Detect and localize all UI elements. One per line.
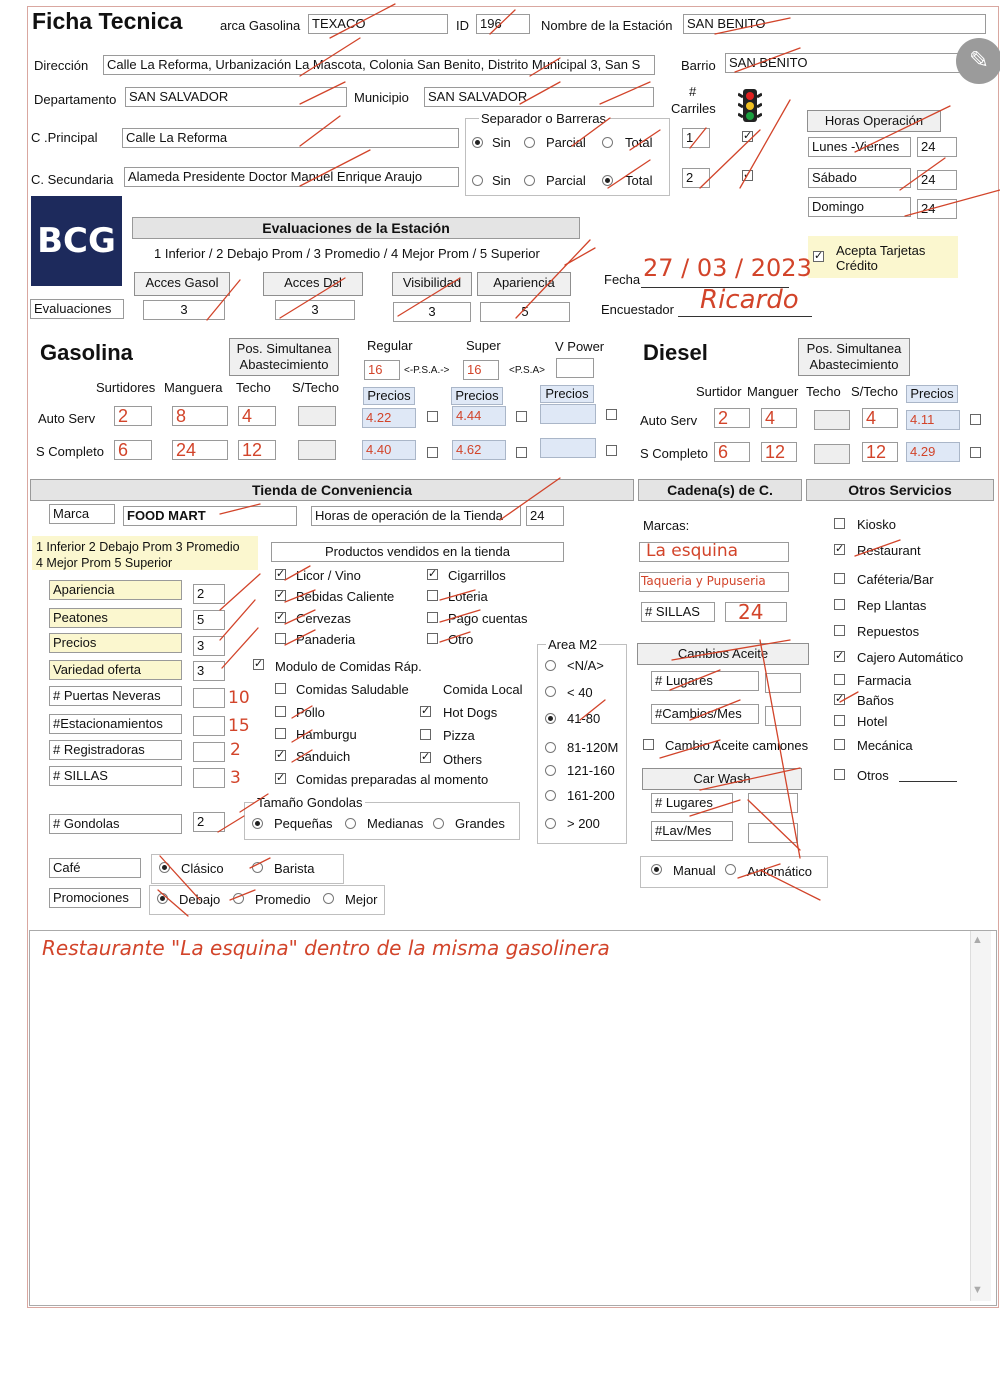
- diesel-col-stecho: S/Techo: [851, 384, 898, 399]
- gas-auto-manguera[interactable]: 8: [172, 406, 228, 426]
- otros-banos-check[interactable]: ✓: [835, 693, 845, 705]
- separador-row2-parcial-radio[interactable]: [524, 175, 535, 186]
- comida-sanduich-label: Sanduich: [296, 749, 351, 764]
- local-hotdogs-label: Hot Dogs: [443, 705, 498, 720]
- gas-comp-surtidores[interactable]: 6: [114, 440, 152, 460]
- horas-title: Horas Operación: [807, 110, 941, 132]
- separador-row1-sin-radio[interactable]: [472, 137, 483, 148]
- diesel-col-precios: Precios: [906, 385, 958, 403]
- camiones-label: Cambio Aceite camiones: [665, 738, 809, 753]
- cafe-group: [151, 854, 344, 884]
- area-40-radio[interactable]: [545, 686, 556, 697]
- modulo-check[interactable]: ✓: [254, 658, 264, 670]
- promo-debajo-label: Debajo: [179, 892, 221, 907]
- cambios-mes-label: #Cambios/Mes: [651, 704, 759, 724]
- gas-auto-stecho[interactable]: [298, 406, 336, 426]
- prod-panaderia-label: Panaderia: [296, 632, 356, 647]
- prod-licor-label: Licor / Vino: [296, 568, 361, 583]
- horas-lv-field[interactable]: 24: [917, 137, 957, 157]
- id-label: ID: [456, 18, 469, 33]
- nombre-field[interactable]: SAN BENITO: [683, 14, 986, 34]
- departamento-label: Departamento: [34, 92, 117, 107]
- grade-vpower: V Power: [555, 339, 605, 354]
- otros-cajero-check[interactable]: ✓: [835, 650, 845, 662]
- area-81-120-radio[interactable]: [545, 742, 556, 753]
- area-121-160-label: 121-160: [567, 763, 615, 778]
- area-41-80-radio[interactable]: [545, 713, 556, 724]
- diesel-comp-manguer[interactable]: 12: [761, 442, 797, 462]
- eval-apariencia-field[interactable]: 5: [480, 302, 570, 322]
- separador-sin-label-2: Sin: [492, 173, 511, 188]
- camiones-check[interactable]: [643, 739, 654, 750]
- traffic-light-icon: [738, 88, 756, 122]
- diesel-comp-techo[interactable]: [814, 444, 850, 464]
- cafe-barista-label: Barista: [274, 861, 315, 876]
- diesel-auto-check[interactable]: [970, 414, 981, 425]
- area-161-200-radio[interactable]: [545, 790, 556, 801]
- area-title: Area M2: [548, 637, 598, 652]
- cambios-lugares-label: # Lugares: [651, 671, 759, 691]
- local-pizza-check[interactable]: [420, 729, 431, 740]
- gasolina-auto-label: Auto Serv: [38, 411, 96, 426]
- gas-comp-stecho[interactable]: [298, 440, 336, 460]
- diesel-auto-manguer[interactable]: 4: [761, 408, 797, 428]
- gasolina-col-techo: Techo: [236, 380, 271, 395]
- otros-otros-line: [899, 781, 957, 782]
- gas-comp-super-price[interactable]: 4.62: [452, 440, 506, 460]
- vpower-precios-label: Precios: [540, 385, 594, 403]
- tienda-marca-label: Marca: [49, 504, 115, 524]
- area-40-label: < 40: [567, 685, 593, 700]
- tarjetas-label: Acepta Tarjetas Crédito: [836, 243, 926, 273]
- otros-restaurant-label: Restaurant: [857, 543, 921, 558]
- prod-licor-check[interactable]: ✓: [276, 568, 286, 580]
- carwash-manual-radio[interactable]: [651, 864, 662, 875]
- gas-comp-techo[interactable]: 12: [238, 440, 276, 460]
- gas-auto-surtidores[interactable]: 2: [114, 406, 152, 426]
- diesel-auto-label: Auto Serv: [640, 413, 698, 428]
- barrio-label: Barrio: [681, 58, 716, 73]
- gasolina-completo-label: S Completo: [36, 444, 104, 459]
- prod-otro-check[interactable]: [427, 633, 438, 644]
- productos-title: Productos vendidos en la tienda: [271, 542, 564, 562]
- gas-auto-vpower-check[interactable]: [606, 409, 617, 420]
- diesel-comp-surtidor[interactable]: 6: [714, 442, 750, 462]
- nombre-label: Nombre de la Estación: [541, 18, 673, 33]
- eval-apariencia-label: Apariencia: [477, 272, 571, 296]
- evaluaciones-label: Evaluaciones: [30, 299, 124, 319]
- separador-row2-sin-radio[interactable]: [472, 175, 483, 186]
- count-estac-label: #Estacionamientos: [49, 714, 182, 734]
- gasolina-col-surtidores: Surtidores: [96, 380, 156, 395]
- count-sillas-value: 3: [230, 768, 241, 788]
- eval-acces-gasol-label: Acces Gasol: [134, 272, 230, 296]
- gas-auto-super-check[interactable]: [516, 411, 527, 422]
- diesel-comp-check[interactable]: [970, 447, 981, 458]
- area-41-80-label: 41-80: [567, 711, 601, 726]
- cafe-label: Café: [49, 858, 141, 878]
- psa-label-2: <P.S.A>: [509, 365, 545, 376]
- count-puertas-value: 10: [228, 688, 250, 708]
- local-others-label: Others: [443, 752, 483, 767]
- otros-restaurant-check[interactable]: ✓: [835, 543, 845, 555]
- cafe-barista-radio[interactable]: [252, 862, 263, 873]
- comida-saludable-check[interactable]: [275, 683, 286, 694]
- area-81-120-label: 81-120M: [567, 740, 619, 755]
- otros-otros-label: Otros: [857, 768, 889, 783]
- separador-row2-total-radio[interactable]: [602, 175, 613, 186]
- carwash-lugares-field[interactable]: [748, 793, 798, 813]
- gondola-grandes-radio[interactable]: [433, 818, 444, 829]
- count-registradoras-field[interactable]: [193, 742, 225, 762]
- horas-dom-field[interactable]: 24: [917, 199, 957, 219]
- gas-comp-regular-check[interactable]: [427, 447, 438, 458]
- diesel-col-surtidor: Surtidor: [696, 384, 742, 399]
- municipio-label: Municipio: [354, 90, 409, 105]
- comida-hamburgu-label: Hamburgu: [296, 727, 357, 742]
- prod-loteria-check[interactable]: [427, 590, 438, 601]
- gondolas-size-title: Tamaño Gondolas: [257, 795, 363, 810]
- rating-precios-label: Precios: [49, 633, 182, 653]
- diesel-pos-sim: Pos. Simultanea Abastecimiento: [798, 338, 910, 376]
- departamento-field[interactable]: SAN SALVADOR: [125, 87, 347, 107]
- diesel-col-techo: Techo: [806, 384, 841, 399]
- carwash-auto-label: Automático: [747, 864, 813, 879]
- separador-row1-total-radio[interactable]: [602, 137, 613, 148]
- secundaria-field[interactable]: Alameda Presidente Doctor Manuel Enrique Araujo: [124, 167, 459, 187]
- separador-row1-parcial-radio[interactable]: [524, 137, 535, 148]
- otros-llantas-check[interactable]: [834, 599, 845, 610]
- eval-acces-gasol-field[interactable]: 3: [143, 300, 225, 320]
- gondola-grandes-label: Grandes: [455, 816, 505, 831]
- prod-bebidas-label: Bebidas Caliente: [296, 589, 395, 604]
- gondolas-label: # Gondolas: [49, 814, 182, 834]
- notes-scrollbar[interactable]: [970, 931, 991, 1301]
- otros-mecanica-check[interactable]: [834, 739, 845, 750]
- direccion-field[interactable]: Calle La Reforma, Urbanización La Mascota, Colonia San Benito, Distrito Municipal 3, San S: [103, 55, 655, 75]
- diesel-comp-precio[interactable]: 4.29: [906, 442, 960, 462]
- comida-pollo-label: Pollo: [296, 705, 325, 720]
- cadena-title: Cadena(s) de C.: [638, 479, 802, 501]
- prod-otro-label: Otro: [448, 632, 474, 647]
- encuestador-value[interactable]: Ricardo: [700, 285, 799, 315]
- separador-total-label: Total: [625, 135, 653, 150]
- otros-farmacia-label: Farmacia: [857, 673, 912, 688]
- comida-sanduich-check[interactable]: ✓: [276, 749, 286, 761]
- gas-comp-regular-price[interactable]: 4.40: [362, 440, 416, 460]
- cadena-marcas-label: Marcas:: [643, 518, 690, 533]
- rating-peatones-label: Peatones: [49, 608, 182, 628]
- area-200-label: > 200: [567, 816, 600, 831]
- carriles-row2-check[interactable]: ✓: [743, 169, 753, 181]
- regular-psa-field[interactable]: 16: [364, 360, 400, 380]
- otros-llantas-label: Rep Llantas: [857, 598, 927, 613]
- diesel-comp-stecho[interactable]: 12: [862, 442, 898, 462]
- carwash-lav-field[interactable]: [748, 823, 798, 843]
- carwash-lav-label: #Lav/Mes: [651, 821, 733, 841]
- fecha-value[interactable]: 27 / 03 / 2023: [643, 254, 812, 282]
- rating-precios-field[interactable]: 3: [193, 636, 225, 656]
- carwash-lugares-label: # Lugares: [651, 793, 733, 813]
- gas-auto-vpower-price[interactable]: [540, 404, 596, 424]
- municipio-field[interactable]: SAN SALVADOR: [424, 87, 654, 107]
- scroll-down-icon[interactable]: ▼: [972, 1284, 983, 1296]
- otros-otros-check[interactable]: [834, 769, 845, 780]
- gondola-pequenas-radio[interactable]: [252, 818, 263, 829]
- gasolina-col-manguera: Manguera: [164, 380, 223, 395]
- notes-text: Restaurante "La esquina" dentro de la misma gasolinera: [42, 936, 610, 960]
- horas-lv-label: Lunes -Viernes: [808, 137, 911, 157]
- area-na-radio[interactable]: [545, 660, 556, 671]
- comida-preparadas-label: Comidas preparadas al momento: [296, 772, 489, 787]
- carriles-row2-field[interactable]: 2: [682, 168, 710, 188]
- cadena-marca1-value: La esquina: [646, 541, 739, 561]
- cadena-sillas-label: # SILLAS: [641, 602, 715, 622]
- bcg-logo: BCG: [31, 196, 122, 286]
- psa-label-1: <-P.S.A.->: [404, 365, 450, 376]
- carriles-hash: #: [689, 84, 697, 99]
- separador-title: Separador o Barreras: [481, 111, 607, 126]
- gasolina-pos-sim: Pos. Simultanea Abastecimiento: [229, 338, 339, 376]
- rating-variedad-field[interactable]: 3: [193, 661, 225, 681]
- modulo-label: Modulo de Comidas Ráp.: [275, 659, 422, 674]
- comida-pollo-check[interactable]: [275, 706, 286, 717]
- area-200-radio[interactable]: [545, 818, 556, 829]
- vpower-psa-field[interactable]: [556, 358, 594, 378]
- comida-local-label: Comida Local: [443, 682, 523, 697]
- count-puertas-field[interactable]: [193, 688, 225, 708]
- id-field[interactable]: 196: [476, 14, 530, 34]
- separador-total-label-2: Total: [625, 173, 653, 188]
- cambios-mes-field[interactable]: [765, 706, 801, 726]
- horas-sab-label: Sábado: [808, 168, 911, 188]
- diesel-completo-label: S Completo: [640, 446, 708, 461]
- gondola-pequenas-label: Pequeñas: [274, 816, 333, 831]
- rating-apariencia-field[interactable]: 2: [193, 584, 225, 604]
- cambios-title: Cambios Aceite: [637, 643, 809, 665]
- tienda-scale-2: 4 Mejor Prom 5 Superior: [36, 556, 173, 570]
- direccion-label: Dirección: [34, 58, 89, 73]
- prod-cervezas-label: Cervezas: [296, 611, 351, 626]
- regular-precios-label: Precios: [363, 387, 415, 405]
- otros-banos-label: Baños: [857, 693, 894, 708]
- promo-promedio-radio[interactable]: [233, 893, 244, 904]
- gondolas-field[interactable]: 2: [193, 812, 225, 832]
- grade-super: Super: [466, 338, 501, 353]
- prod-pago-check[interactable]: [427, 612, 438, 623]
- area-121-160-radio[interactable]: [545, 765, 556, 776]
- local-pizza-label: Pizza: [443, 728, 475, 743]
- area-na-label: <N/A>: [567, 658, 604, 673]
- diesel-auto-precio[interactable]: 4.11: [906, 410, 960, 430]
- otros-cafeteria-check[interactable]: [834, 573, 845, 584]
- gasolina-title: Gasolina: [40, 340, 133, 365]
- count-sillas-label: # SILLAS: [49, 766, 182, 786]
- tarjetas-check[interactable]: ✓: [814, 250, 824, 262]
- count-puertas-label: # Puertas Neveras: [49, 686, 182, 706]
- count-registradoras-value: 2: [230, 740, 241, 760]
- prod-cigarrillos-label: Cigarrillos: [448, 568, 506, 583]
- carriles-row1-field[interactable]: 1: [682, 128, 710, 148]
- marca-label: arca Gasolina: [220, 18, 301, 33]
- otros-repuestos-label: Repuestos: [857, 624, 920, 639]
- rating-apariencia-label: Apariencia: [49, 580, 182, 600]
- promo-mejor-label: Mejor: [345, 892, 378, 907]
- diesel-col-manguer: Manguer: [747, 384, 799, 399]
- otros-title: Otros Servicios: [806, 479, 994, 501]
- cambios-lugares-field[interactable]: [765, 673, 801, 693]
- promo-mejor-radio[interactable]: [323, 893, 334, 904]
- barrio-field[interactable]: SAN BENITO: [725, 53, 986, 73]
- notes-textarea[interactable]: [29, 930, 997, 1306]
- comida-preparadas-check[interactable]: ✓: [276, 772, 286, 784]
- gas-auto-techo[interactable]: 4: [238, 406, 276, 426]
- gas-comp-vpower-check[interactable]: [606, 445, 617, 456]
- comida-saludable-label: Comidas Saludable: [296, 682, 409, 697]
- local-others-check[interactable]: ✓: [421, 751, 431, 763]
- tienda-horas-field[interactable]: 24: [526, 506, 564, 526]
- scroll-up-icon[interactable]: ▲: [972, 934, 983, 946]
- local-hotdogs-check[interactable]: ✓: [421, 705, 431, 717]
- tienda-marca-field[interactable]: FOOD MART: [123, 506, 297, 526]
- carwash-title: Car Wash: [642, 768, 802, 790]
- carriles-row1-check[interactable]: ✓: [743, 130, 753, 142]
- principal-field[interactable]: Calle La Reforma: [122, 128, 459, 148]
- comida-hamburgu-check[interactable]: [275, 728, 286, 739]
- count-registradoras-label: # Registradoras: [49, 740, 182, 760]
- principal-label: C .Principal: [31, 130, 98, 145]
- otros-farmacia-check[interactable]: [834, 674, 845, 685]
- promo-promedio-label: Promedio: [255, 892, 311, 907]
- evaluaciones-title: Evaluaciones de la Estación: [132, 217, 580, 239]
- carwash-manual-label: Manual: [673, 863, 716, 878]
- super-psa-field[interactable]: 16: [463, 360, 499, 380]
- edit-icon[interactable]: ✎: [956, 38, 1000, 84]
- carriles-label: Carriles: [671, 101, 716, 116]
- otros-kiosko-check[interactable]: [834, 518, 845, 529]
- area-161-200-label: 161-200: [567, 788, 615, 803]
- promo-label: Promociones: [49, 888, 141, 908]
- otros-hotel-label: Hotel: [857, 714, 888, 729]
- page-title: Ficha Tecnica: [32, 8, 183, 34]
- encuestador-label: Encuestador: [601, 302, 674, 317]
- prod-cigarrillos-check[interactable]: ✓: [428, 568, 438, 580]
- prod-loteria-label: Loteria: [448, 589, 488, 604]
- otros-kiosko-label: Kiosko: [857, 517, 897, 532]
- super-precios-label: Precios: [451, 387, 503, 405]
- marca-field[interactable]: TEXACO: [308, 14, 448, 34]
- otros-hotel-check[interactable]: [834, 715, 845, 726]
- separador-parcial-label-2: Parcial: [546, 173, 586, 188]
- diesel-auto-stecho[interactable]: 4: [862, 408, 898, 428]
- gas-auto-regular-price[interactable]: 4.22: [362, 408, 416, 428]
- separador-sin-label: Sin: [492, 135, 511, 150]
- tienda-horas-label: Horas de operación de la Tienda: [311, 506, 521, 526]
- count-estac-field[interactable]: [193, 716, 225, 736]
- cadena-sillas-value: 24: [738, 600, 764, 624]
- gas-auto-regular-check[interactable]: [427, 411, 438, 422]
- promo-debajo-radio[interactable]: [157, 893, 168, 904]
- cafe-clasico-radio[interactable]: [159, 862, 170, 873]
- tienda-scale-1: 1 Inferior 2 Debajo Prom 3 Promedio: [36, 540, 240, 554]
- separador-parcial-label: Parcial: [546, 135, 586, 150]
- gondola-medianas-radio[interactable]: [345, 818, 356, 829]
- cadena-marca2-value: Taqueria y Pupuseria: [641, 574, 766, 588]
- gas-comp-manguera[interactable]: 24: [172, 440, 228, 460]
- gasolina-col-stecho: S/Techo: [292, 380, 339, 395]
- carwash-auto-radio[interactable]: [725, 864, 736, 875]
- count-sillas-field[interactable]: [193, 768, 225, 788]
- fecha-label: Fecha: [604, 272, 641, 287]
- otros-cajero-label: Cajero Automático: [857, 650, 964, 665]
- otros-repuestos-check[interactable]: [834, 625, 845, 636]
- horas-sab-field[interactable]: 24: [917, 170, 957, 190]
- otros-cafeteria-label: Caféteria/Bar: [857, 572, 934, 587]
- grade-regular: Regular: [367, 338, 413, 353]
- otros-mecanica-label: Mecánica: [857, 738, 913, 753]
- gondola-medianas-label: Medianas: [367, 816, 424, 831]
- diesel-auto-surtidor[interactable]: 2: [714, 408, 750, 428]
- tienda-title: Tienda de Conveniencia: [30, 479, 634, 501]
- count-estac-value: 15: [228, 716, 250, 736]
- gas-auto-super-price[interactable]: 4.44: [452, 406, 506, 426]
- gas-comp-vpower-price[interactable]: [540, 438, 596, 458]
- eval-visibilidad-label: Visibilidad: [392, 272, 472, 296]
- rating-peatones-field[interactable]: 5: [193, 610, 225, 630]
- rating-variedad-label: Variedad oferta: [49, 660, 182, 680]
- eval-acces-dsl-field[interactable]: 3: [275, 300, 355, 320]
- prod-cervezas-check[interactable]: ✓: [276, 611, 286, 623]
- diesel-auto-techo[interactable]: [814, 410, 850, 430]
- horas-dom-label: Domingo: [808, 197, 911, 217]
- prod-bebidas-check[interactable]: ✓: [276, 589, 286, 601]
- gas-comp-super-check[interactable]: [516, 447, 527, 458]
- encuestador-line: [678, 316, 812, 317]
- prod-panaderia-check[interactable]: [275, 633, 286, 644]
- eval-visibilidad-field[interactable]: 3: [393, 302, 471, 322]
- diesel-title: Diesel: [643, 340, 708, 365]
- prod-pago-label: Pago cuentas: [448, 611, 528, 626]
- cafe-clasico-label: Clásico: [181, 861, 224, 876]
- secundaria-label: C. Secundaria: [31, 172, 114, 187]
- eval-acces-dsl-label: Acces Dsl: [263, 272, 363, 296]
- evaluaciones-scale: 1 Inferior / 2 Debajo Prom / 3 Promedio / 4 Mejor Prom / 5 Superior: [154, 246, 540, 261]
